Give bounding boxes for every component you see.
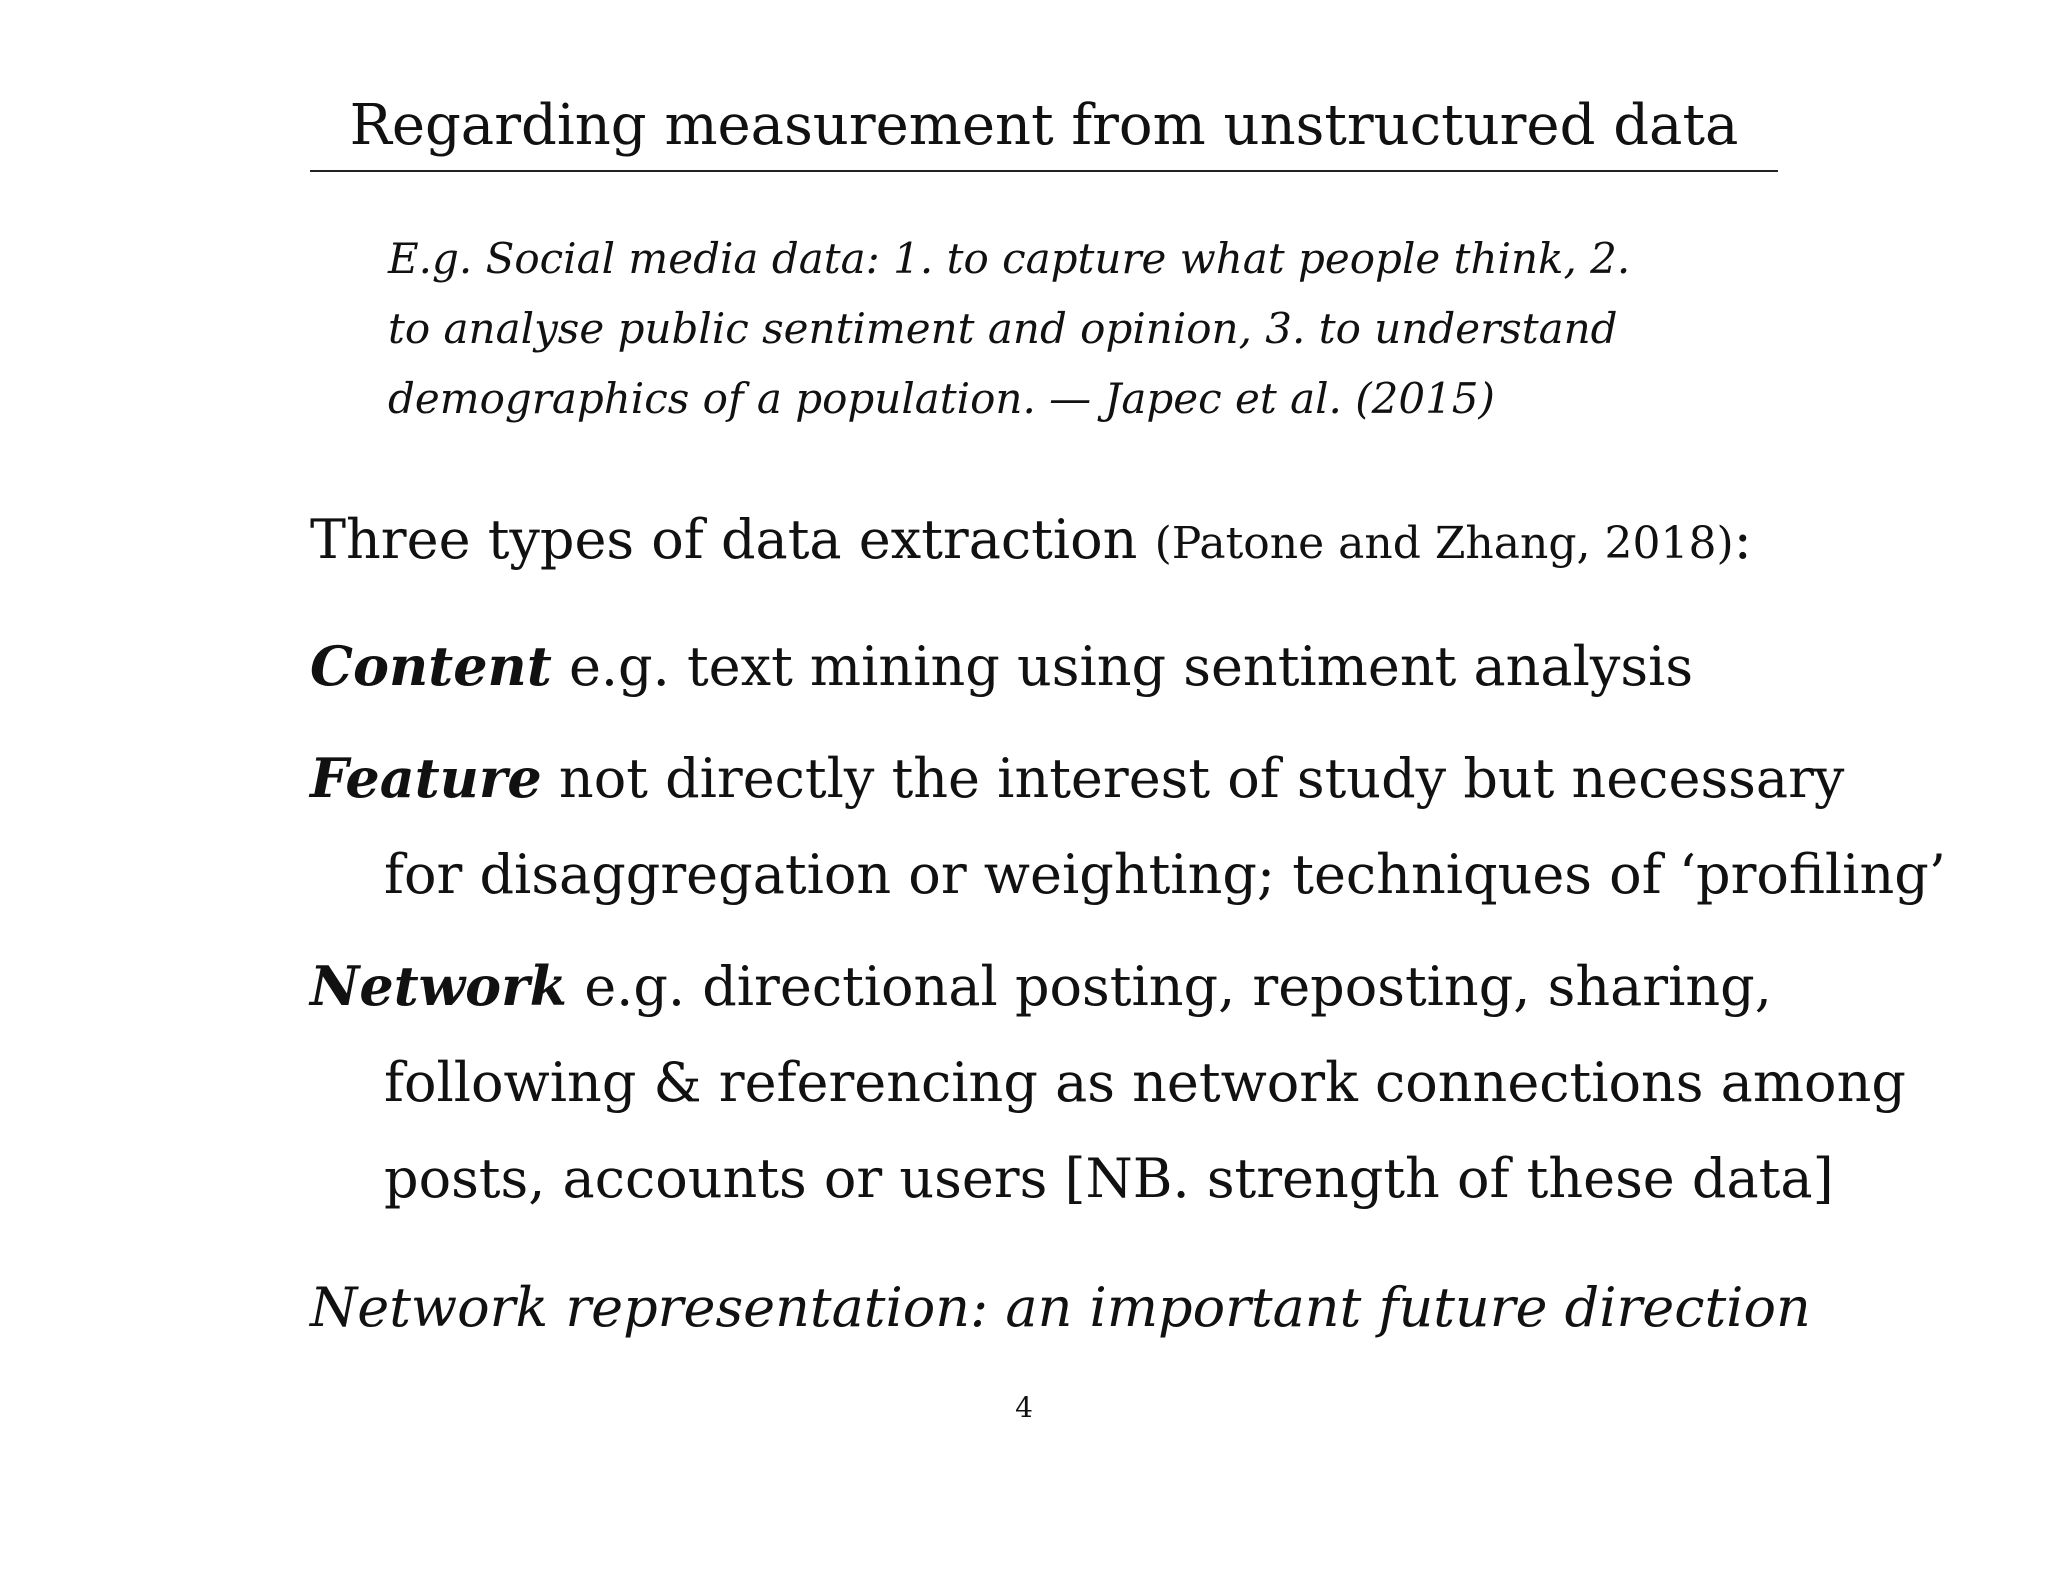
definition-term: Network xyxy=(310,954,568,1018)
definition-text: following & referencing as network connections among xyxy=(384,1051,1906,1114)
closing-statement: Network representation: an important future direction xyxy=(310,1276,1811,1339)
definition-item-content xyxy=(310,618,1693,715)
quote-line: demographics of a population. — Japec et al. (2015) xyxy=(388,374,1495,423)
definition-text: not directly the interest of study but necessary xyxy=(558,747,1845,810)
definition-text: e.g. directional posting, reposting, sharing, xyxy=(584,955,1772,1018)
quote-line: to analyse public sentiment and opinion, 3. to understand xyxy=(388,304,1618,353)
intro-sentence xyxy=(310,500,1752,584)
intro-citation: (Patone and Zhang, 2018) xyxy=(1154,518,1734,569)
intro-suffix: : xyxy=(1733,508,1752,571)
quote-block xyxy=(388,224,1630,434)
definition-item-network xyxy=(310,938,1906,1227)
definition-term: Content xyxy=(310,634,552,698)
definition-text: for disaggregation or weighting; techniques of ‘profiling’ xyxy=(384,843,1946,906)
definition-text: e.g. text mining using sentiment analysis xyxy=(568,635,1694,698)
intro-text: Three types of data extraction xyxy=(310,508,1155,571)
slide-title: Regarding measurement from unstructured data xyxy=(349,93,1739,158)
definition-text: posts, accounts or users [NB. strength of these data] xyxy=(384,1147,1834,1210)
page-number: 4 xyxy=(1015,1391,1033,1424)
quote-line: E.g. Social media data: 1. to capture what people think, 2. xyxy=(388,234,1631,283)
definition-item-feature xyxy=(310,730,1946,923)
definition-term: Feature xyxy=(310,746,542,810)
title-rule xyxy=(310,170,1778,172)
